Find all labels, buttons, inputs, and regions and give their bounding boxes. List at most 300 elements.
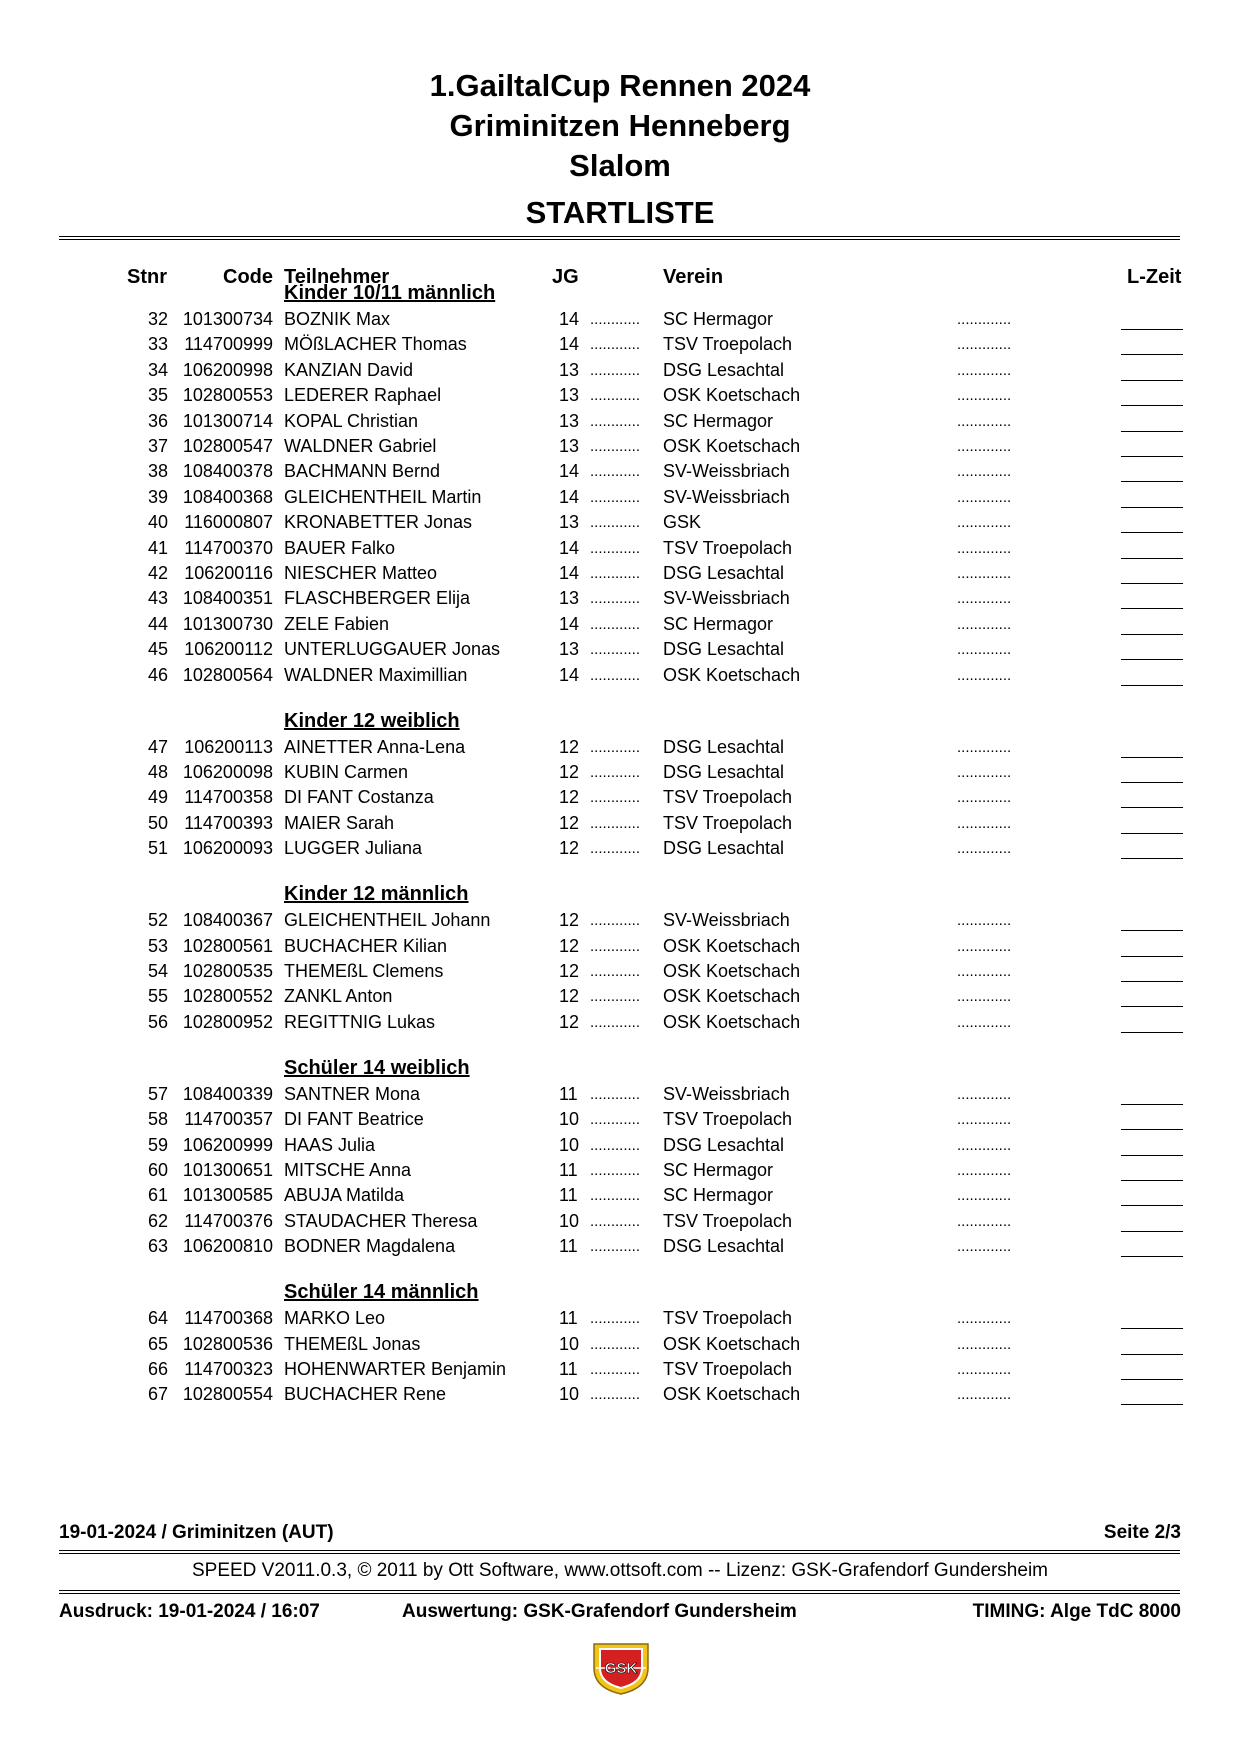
birth-year: 11: [559, 1308, 578, 1329]
dot-leader: .............: [957, 1238, 1012, 1256]
racer-name: THEMEßL Clemens: [284, 961, 444, 981]
racer-code: 102800952: [182, 1011, 273, 1032]
start-number: 64: [147, 1308, 168, 1329]
racer-name: HOHENWARTER Benjamin: [284, 1359, 507, 1379]
racer-name: BACHMANN Bernd: [284, 461, 441, 482]
dot-leader: .............: [957, 963, 1012, 980]
start-number: 44: [147, 613, 168, 634]
dot-leader: ............: [590, 1136, 641, 1154]
time-entry-line: [1121, 1084, 1183, 1105]
dot-leader: ............: [590, 336, 641, 354]
dot-leader: .............: [957, 814, 1012, 832]
title-divider: [59, 236, 1180, 240]
club-name: SC Hermagor: [663, 613, 774, 634]
time-entry-line: [1121, 614, 1183, 635]
club-name: DSG Lesachtal: [663, 1134, 785, 1155]
table-row: [0, 461, 1240, 486]
dot-leader: .............: [957, 840, 1012, 858]
dot-leader: .............: [957, 937, 1012, 955]
time-entry-line: [1121, 665, 1183, 686]
table-row: [0, 512, 1240, 537]
table-row: [0, 614, 1240, 639]
time-entry-line: [1121, 838, 1183, 859]
club-name: SV-Weissbriach: [663, 486, 790, 507]
table-row: [0, 385, 1240, 410]
birth-year: 12: [559, 1011, 580, 1032]
dot-leader: .............: [957, 738, 1012, 756]
racer-code: 114700393: [184, 812, 273, 833]
club-name: DSG Lesachtal: [663, 762, 785, 782]
club-name: OSK Koetschach: [663, 1333, 801, 1354]
table-row: [0, 436, 1240, 461]
racer-name: KRONABETTER Jonas: [284, 512, 473, 533]
start-number: 54: [147, 961, 168, 981]
dot-leader: .............: [957, 1310, 1012, 1328]
birth-year: 14: [559, 309, 580, 329]
footer-divider-bottom: [59, 1590, 1180, 1594]
dot-leader: .............: [957, 590, 1012, 608]
racer-code: 106200093: [182, 838, 273, 859]
time-entry-line: [1121, 1160, 1183, 1181]
racer-code: 114700999: [184, 334, 273, 355]
club-name: DSG Lesachtal: [663, 639, 785, 660]
club-name: SV-Weissbriach: [663, 910, 790, 931]
time-entry-line: [1121, 1211, 1183, 1232]
racer-name: HAAS Julia: [284, 1134, 376, 1155]
start-number: 58: [147, 1109, 168, 1130]
racer-name: MARKO Leo: [284, 1308, 386, 1329]
dot-leader: .............: [957, 764, 1012, 781]
club-name: TSV Troepolach: [663, 1109, 793, 1130]
racer-name: BUCHACHER Rene: [284, 1384, 447, 1405]
time-entry-line: [1121, 1012, 1183, 1033]
software-credit: SPEED V2011.0.3, © 2011 by Ott Software, www.ottsoft.com -- Lizenz: GSK-Grafendorf Gundersheim: [191, 1560, 1048, 1581]
time-entry-line: [1121, 737, 1183, 758]
birth-year: 10: [559, 1109, 580, 1130]
table-row: [0, 1308, 1240, 1333]
start-number: 41: [147, 537, 168, 558]
dot-leader: ............: [590, 1238, 641, 1256]
time-entry-line: [1121, 910, 1183, 931]
racer-code: 102800561: [182, 935, 273, 956]
time-entry-line: [1121, 563, 1183, 584]
table-row: [0, 1109, 1240, 1134]
start-number: 50: [147, 812, 168, 833]
dot-leader: ............: [590, 738, 641, 756]
section-heading: Kinder 10/11 männlich: [284, 282, 496, 304]
event-location: Griminitzen Henneberg: [449, 108, 791, 143]
dot-leader: .............: [957, 1136, 1012, 1154]
birth-year: 13: [559, 588, 580, 609]
time-entry-line: [1121, 1334, 1183, 1355]
racer-code: 102800547: [182, 436, 273, 456]
gsk-logo-icon: [590, 1638, 652, 1696]
dot-leader: ............: [590, 666, 641, 684]
racer-code: 114700358: [184, 787, 273, 808]
dot-leader: ............: [590, 1212, 641, 1230]
club-name: SC Hermagor: [663, 1160, 774, 1180]
table-row: [0, 563, 1240, 588]
dot-leader: .............: [957, 912, 1012, 930]
dot-leader: .............: [957, 387, 1012, 405]
club-name: SV-Weissbriach: [663, 461, 790, 482]
dot-leader: ............: [590, 1187, 641, 1205]
racer-code: 106200999: [182, 1134, 273, 1155]
dot-leader: ............: [590, 641, 641, 659]
start-number: 59: [147, 1134, 168, 1155]
birth-year: 14: [559, 563, 580, 583]
birth-year: 14: [559, 461, 580, 482]
club-name: OSK Koetschach: [663, 986, 801, 1007]
start-number: 35: [147, 385, 168, 406]
time-entry-line: [1121, 385, 1183, 406]
racer-code: 108400367: [182, 910, 273, 931]
club-name: OSK Koetschach: [663, 1384, 801, 1405]
club-name: SC Hermagor: [663, 1185, 774, 1206]
birth-year: 13: [559, 639, 580, 660]
birth-year: 10: [559, 1210, 580, 1231]
birth-year: 12: [559, 961, 580, 981]
timing-credit: TIMING: Alge TdC 8000: [972, 1601, 1181, 1622]
table-row: [0, 1084, 1240, 1109]
dot-leader: ............: [590, 937, 641, 955]
printout-timestamp: Ausdruck: 19-01-2024 / 16:07: [59, 1601, 320, 1622]
table-row: [0, 1334, 1240, 1359]
start-number: 39: [147, 486, 168, 507]
dot-leader: .............: [957, 1162, 1012, 1179]
birth-year: 12: [559, 838, 580, 859]
start-number: 57: [147, 1083, 168, 1104]
dot-leader: .............: [957, 1386, 1012, 1404]
racer-name: GLEICHENTHEIL Johann: [284, 910, 491, 931]
racer-name: MÖßLACHER Thomas: [284, 334, 467, 355]
dot-leader: ............: [590, 1162, 641, 1179]
racer-name: NIESCHER Matteo: [284, 563, 438, 583]
list-title: STARTLISTE: [525, 195, 715, 230]
racer-name: BODNER Magdalena: [284, 1236, 456, 1257]
dot-leader: .............: [957, 988, 1012, 1006]
racer-name: UNTERLUGGAUER Jonas: [284, 639, 501, 660]
start-number: 45: [147, 639, 168, 660]
dot-leader: ............: [590, 361, 641, 379]
table-row: [0, 1012, 1240, 1037]
club-name: DSG Lesachtal: [663, 1236, 785, 1257]
racer-name: ZELE Fabien: [284, 613, 390, 634]
dot-leader: ............: [590, 912, 641, 930]
club-name: SV-Weissbriach: [663, 1083, 790, 1104]
birth-year: 12: [559, 910, 580, 931]
start-number: 32: [147, 309, 168, 329]
title-block: [0, 66, 1240, 186]
club-name: TSV Troepolach: [663, 537, 793, 558]
section-heading: Schüler 14 weiblich: [284, 1056, 470, 1079]
racer-name: FLASCHBERGER Elija: [284, 588, 471, 609]
racer-code: 102800564: [182, 664, 273, 685]
club-name: TSV Troepolach: [663, 1308, 793, 1329]
racer-code: 106200113: [184, 736, 273, 757]
birth-year: 12: [559, 736, 580, 757]
start-number: 40: [147, 512, 168, 533]
dot-leader: ............: [590, 840, 641, 858]
table-row: [0, 1160, 1240, 1185]
dot-leader: .............: [957, 412, 1012, 430]
start-number: 62: [147, 1210, 168, 1231]
time-entry-line: [1121, 639, 1183, 660]
dot-leader: .............: [957, 1212, 1012, 1230]
birth-year: 14: [559, 613, 580, 634]
club-name: DSG Lesachtal: [663, 838, 785, 859]
dot-leader: .............: [957, 615, 1012, 633]
dot-leader: ............: [590, 789, 641, 807]
racer-name: KANZIAN David: [284, 359, 414, 380]
racer-name: DI FANT Costanza: [284, 787, 434, 808]
racer-name: MAIER Sarah: [284, 812, 395, 833]
time-entry-line: [1121, 1308, 1183, 1329]
section-heading: Kinder 12 männlich: [284, 883, 469, 906]
racer-code: 114700376: [184, 1210, 273, 1231]
birth-year: 12: [559, 986, 580, 1007]
time-entry-line: [1121, 487, 1183, 508]
racer-code: 102800552: [182, 986, 273, 1007]
dot-leader: .............: [957, 1361, 1012, 1378]
col-header-lzeit: L-Zeit: [1127, 266, 1182, 288]
racer-name: WALDNER Maximillian: [284, 664, 468, 685]
table-row: [0, 910, 1240, 935]
start-number: 37: [147, 436, 168, 456]
club-name: OSK Koetschach: [663, 664, 801, 685]
footer-date-place: 19-01-2024 / Griminitzen (AUT): [59, 1522, 334, 1543]
start-number: 38: [147, 461, 168, 482]
time-entry-line: [1121, 936, 1183, 957]
table-row: [0, 588, 1240, 613]
time-entry-line: [1121, 512, 1183, 533]
dot-leader: .............: [957, 789, 1012, 807]
birth-year: 11: [559, 1160, 578, 1180]
table-row: [0, 1359, 1240, 1384]
table-row: [0, 1236, 1240, 1261]
birth-year: 11: [559, 1083, 578, 1104]
club-name: TSV Troepolach: [663, 1359, 793, 1379]
racer-name: DI FANT Beatrice: [284, 1109, 424, 1130]
table-row: [0, 665, 1240, 690]
dot-leader: .............: [957, 311, 1012, 328]
dot-leader: .............: [957, 463, 1012, 481]
birth-year: 12: [559, 787, 580, 808]
evaluation-credit: Auswertung: GSK-Grafendorf Gundersheim: [402, 1601, 797, 1622]
racer-code: 114700323: [184, 1359, 273, 1379]
start-number: 43: [147, 588, 168, 609]
racer-code: 106200998: [182, 359, 273, 380]
dot-leader: ............: [590, 387, 641, 405]
racer-code: 114700370: [184, 537, 273, 558]
dot-leader: ............: [590, 615, 641, 633]
start-number: 63: [147, 1236, 168, 1257]
club-name: TSV Troepolach: [663, 787, 793, 808]
racer-name: SANTNER Mona: [284, 1083, 421, 1104]
racer-name: BOZNIK Max: [284, 309, 391, 329]
racer-code: 108400339: [182, 1083, 273, 1104]
birth-year: 12: [559, 935, 580, 956]
event-discipline: Slalom: [569, 148, 671, 183]
start-number: 67: [147, 1384, 168, 1405]
event-title: 1.GailtalCup Rennen 2024: [429, 68, 811, 103]
time-entry-line: [1121, 1109, 1183, 1130]
col-header-code: Code: [223, 266, 273, 288]
racer-code: 106200112: [184, 639, 273, 660]
dot-leader: ............: [590, 488, 641, 506]
birth-year: 13: [559, 385, 580, 406]
table-row: [0, 838, 1240, 863]
club-name: OSK Koetschach: [663, 961, 801, 981]
club-name: OSK Koetschach: [663, 436, 801, 456]
start-number: 56: [147, 1011, 168, 1032]
dot-leader: ............: [590, 590, 641, 608]
dot-leader: ............: [590, 565, 641, 582]
birth-year: 14: [559, 537, 580, 558]
dot-leader: .............: [957, 565, 1012, 582]
racer-code: 108400378: [182, 461, 273, 482]
dot-leader: ............: [590, 1013, 641, 1031]
table-row: [0, 936, 1240, 961]
racer-name: GLEICHENTHEIL Martin: [284, 486, 482, 507]
dot-leader: ............: [590, 514, 641, 532]
racer-code: 108400368: [182, 486, 273, 507]
time-entry-line: [1121, 538, 1183, 559]
col-header-verein: Verein: [663, 266, 724, 288]
dot-leader: ............: [590, 1335, 641, 1353]
start-number: 34: [147, 359, 168, 380]
start-number: 66: [147, 1359, 168, 1379]
start-number: 47: [147, 736, 168, 757]
start-number: 33: [147, 334, 168, 355]
club-name: OSK Koetschach: [663, 1011, 801, 1032]
time-entry-line: [1121, 813, 1183, 834]
footer-divider-top: [59, 1550, 1180, 1554]
table-row: [0, 762, 1240, 787]
dot-leader: .............: [957, 666, 1012, 684]
dot-leader: ............: [590, 988, 641, 1006]
dot-leader: ............: [590, 438, 641, 455]
section-heading: Kinder 12 weiblich: [284, 709, 460, 732]
time-entry-line: [1121, 1185, 1183, 1206]
dot-leader: ............: [590, 963, 641, 980]
dot-leader: ............: [590, 1361, 641, 1378]
birth-year: 13: [559, 512, 580, 533]
dot-leader: ............: [590, 1085, 641, 1103]
racer-code: 108400351: [182, 588, 273, 609]
dot-leader: .............: [957, 1187, 1012, 1205]
racer-name: KUBIN Carmen: [284, 762, 409, 782]
table-row: [0, 1185, 1240, 1210]
club-name: TSV Troepolach: [663, 334, 793, 355]
racer-code: 101300734: [182, 309, 273, 329]
racer-name: BAUER Falko: [284, 537, 396, 558]
table-row: [0, 411, 1240, 436]
birth-year: 14: [559, 664, 580, 685]
racer-code: 102800554: [182, 1384, 273, 1405]
racer-code: 106200098: [182, 762, 273, 782]
start-number: 60: [147, 1160, 168, 1180]
club-name: OSK Koetschach: [663, 935, 801, 956]
racer-code: 101300651: [182, 1160, 273, 1180]
dot-leader: .............: [957, 1013, 1012, 1031]
time-entry-line: [1121, 986, 1183, 1007]
start-number: 53: [147, 935, 168, 956]
time-entry-line: [1121, 411, 1183, 432]
birth-year: 11: [559, 1185, 578, 1206]
time-entry-line: [1121, 787, 1183, 808]
club-name: DSG Lesachtal: [663, 736, 785, 757]
birth-year: 13: [559, 436, 580, 456]
start-number: 51: [147, 838, 168, 859]
dot-leader: .............: [957, 1085, 1012, 1103]
birth-year: 10: [559, 1384, 580, 1405]
dot-leader: ............: [590, 463, 641, 481]
club-name: TSV Troepolach: [663, 1210, 793, 1231]
col-header-name: Teilnehmer: [284, 266, 390, 288]
dot-leader: ............: [590, 1386, 641, 1404]
birth-year: 10: [559, 1333, 580, 1354]
dot-leader: ............: [590, 412, 641, 430]
dot-leader: .............: [957, 641, 1012, 659]
table-row: [0, 487, 1240, 512]
club-name: DSG Lesachtal: [663, 359, 785, 380]
birth-year: 14: [559, 486, 580, 507]
table-row: [0, 1135, 1240, 1160]
dot-leader: ............: [590, 1111, 641, 1129]
start-number: 55: [147, 986, 168, 1007]
time-entry-line: [1121, 1359, 1183, 1380]
dot-leader: ............: [590, 814, 641, 832]
start-number: 52: [147, 910, 168, 931]
time-entry-line: [1121, 309, 1183, 330]
time-entry-line: [1121, 1236, 1183, 1257]
table-row: [0, 986, 1240, 1011]
racer-name: AINETTER Anna-Lena: [284, 736, 466, 757]
birth-year: 11: [559, 1359, 578, 1379]
dot-leader: ............: [590, 539, 641, 557]
table-row: [0, 334, 1240, 359]
start-number: 61: [147, 1185, 168, 1206]
table-row: [0, 309, 1240, 334]
dot-leader: .............: [957, 488, 1012, 506]
start-number: 46: [147, 664, 168, 685]
dot-leader: .............: [957, 1111, 1012, 1129]
birth-year: 12: [559, 812, 580, 833]
racer-code: 116000807: [184, 512, 273, 533]
section-heading: Schüler 14 männlich: [284, 1281, 479, 1304]
racer-name: THEMEßL Jonas: [284, 1333, 421, 1354]
racer-name: ABUJA Matilda: [284, 1185, 405, 1206]
start-number: 36: [147, 410, 168, 431]
time-entry-line: [1121, 762, 1183, 783]
club-name: SV-Weissbriach: [663, 588, 790, 609]
birth-year: 11: [559, 1236, 578, 1257]
table-row: [0, 737, 1240, 762]
footer-page-number: Seite 2/3: [1103, 1522, 1181, 1543]
club-name: GSK: [663, 512, 702, 533]
racer-name: LEDERER Raphael: [284, 385, 442, 406]
birth-year: 12: [559, 762, 580, 782]
racer-name: REGITTNIG Lukas: [284, 1011, 436, 1032]
time-entry-line: [1121, 360, 1183, 381]
col-header-stnr: Stnr: [127, 266, 167, 288]
club-name: SC Hermagor: [663, 309, 774, 329]
table-row: [0, 961, 1240, 986]
dot-leader: .............: [957, 514, 1012, 532]
racer-code: 106200116: [184, 563, 273, 583]
svg-text:GSK: GSK: [604, 1660, 638, 1677]
